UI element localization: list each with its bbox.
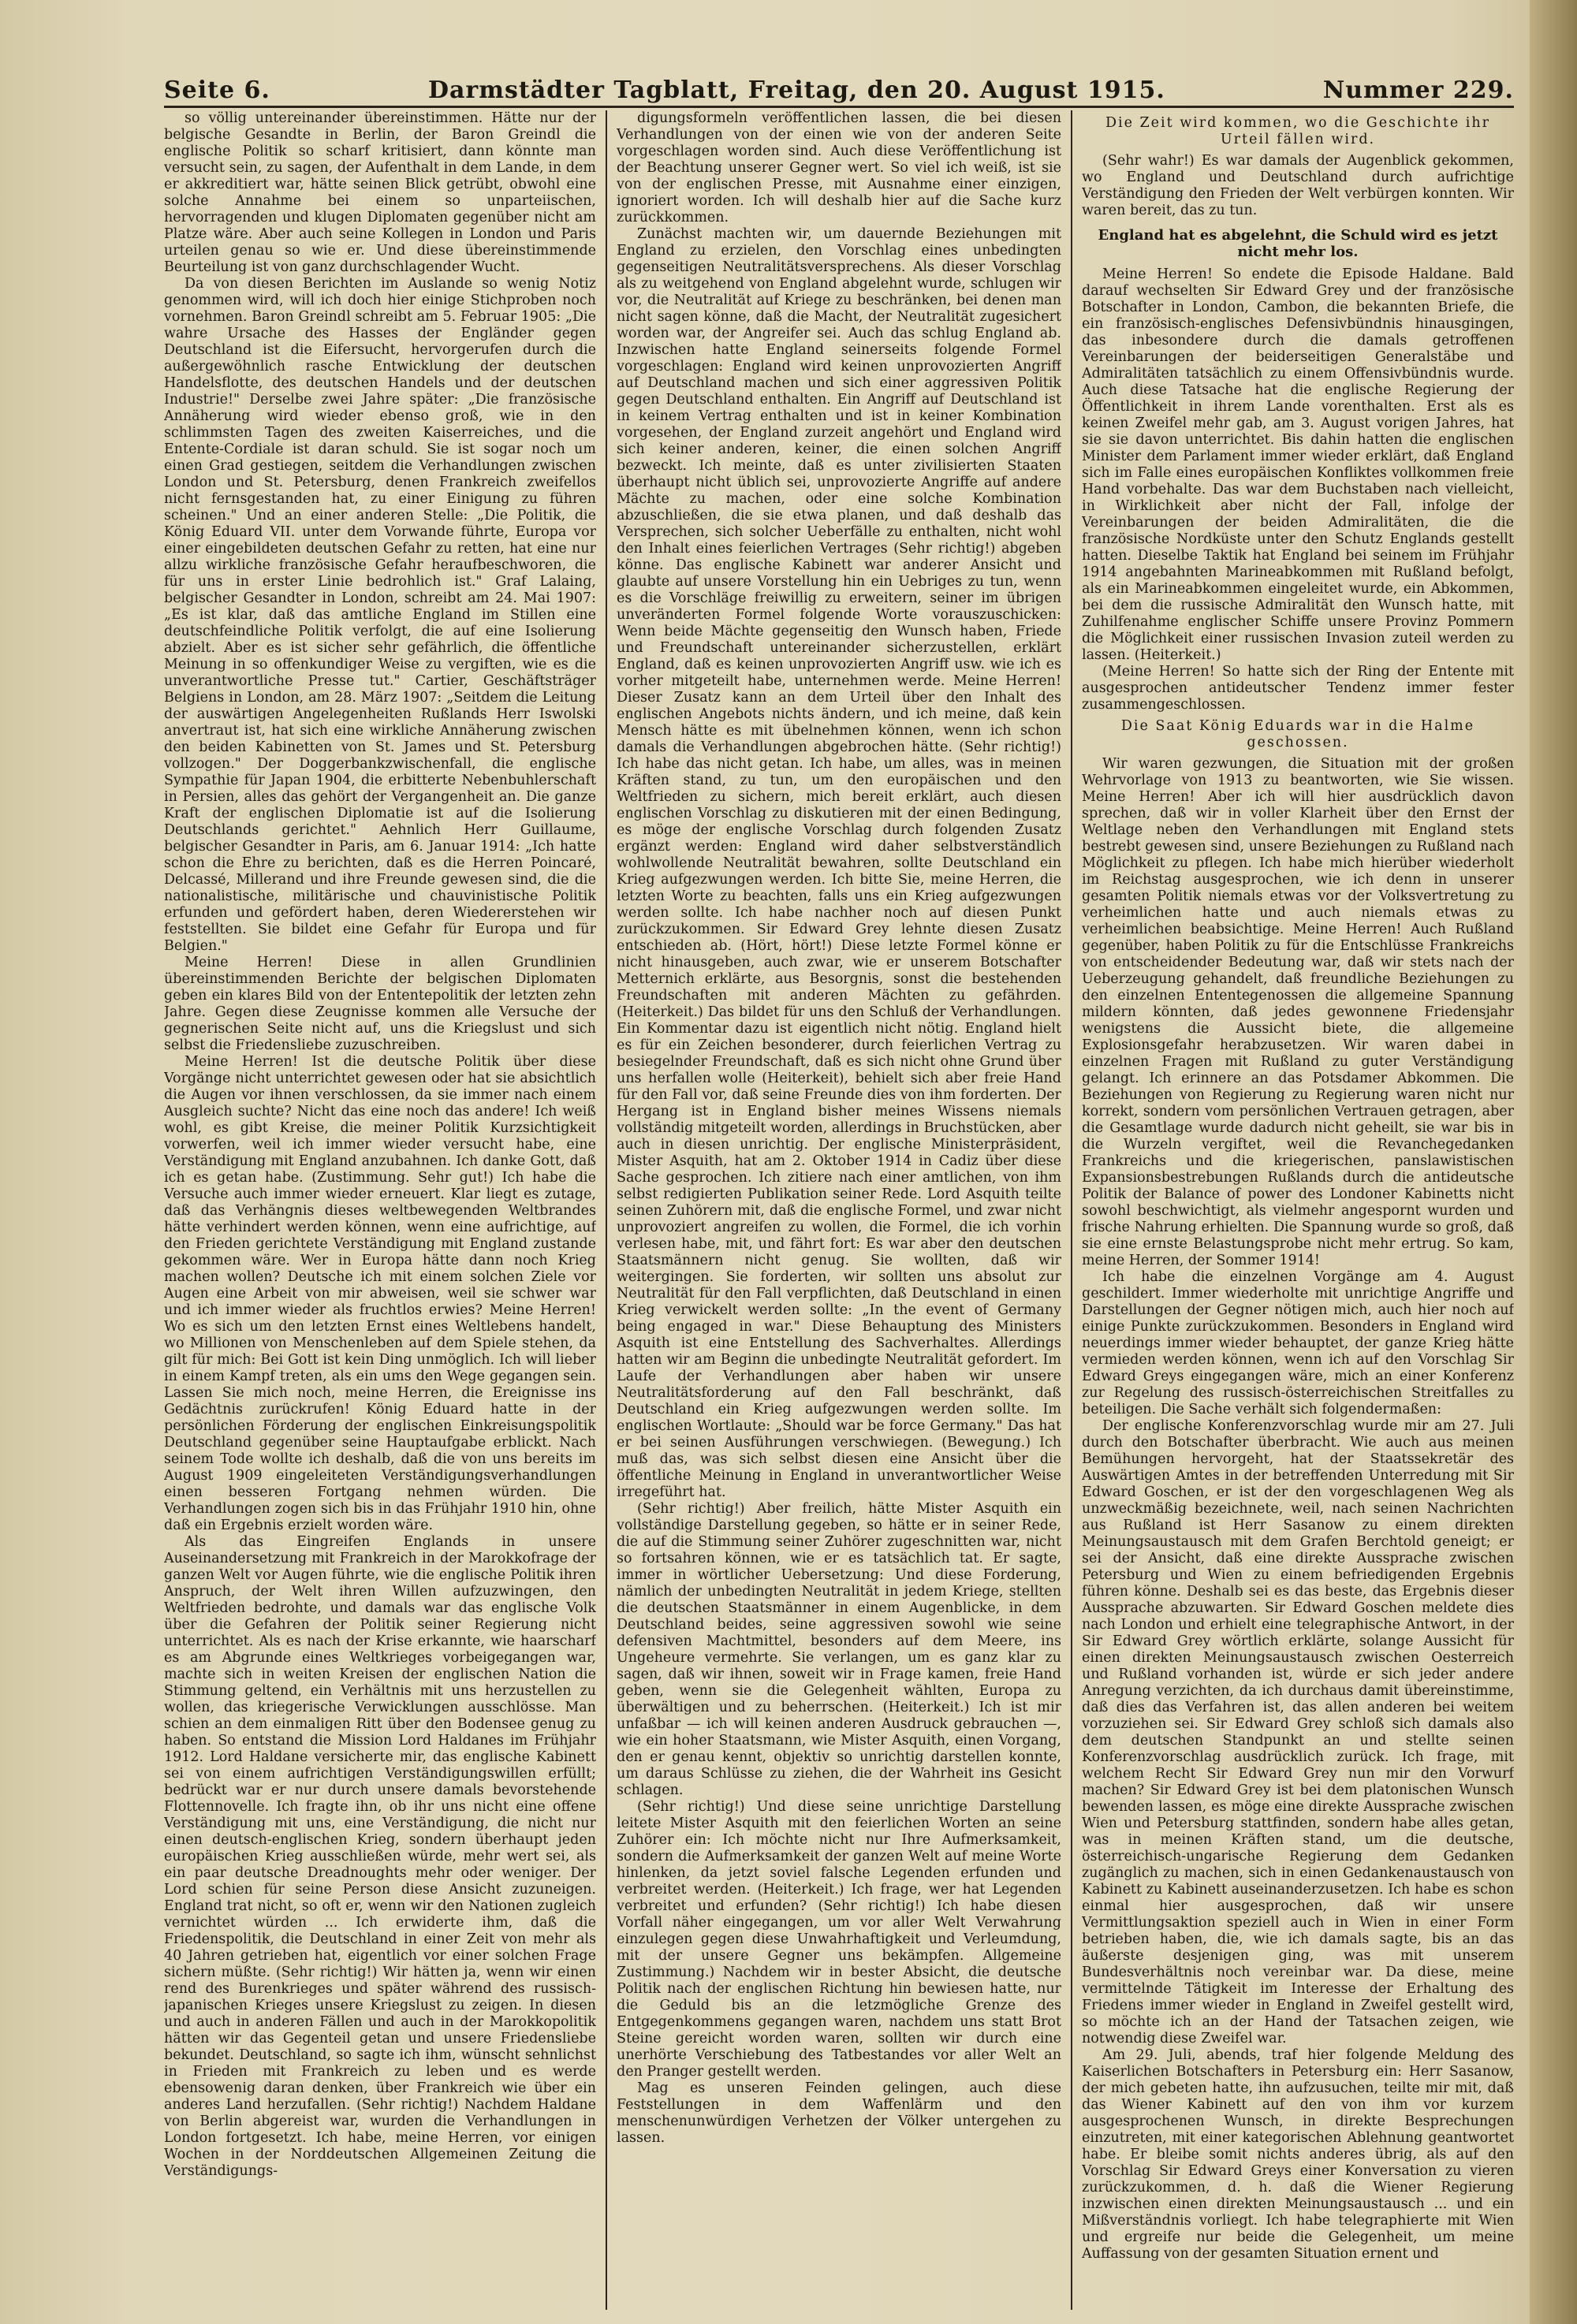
column-3-paragraph: Ich habe die einzelnen Vorgänge am 4. August geschildert. Immer wiederholte mit unrichtige Angriffe und Darstellungen der Gegner nötigen mich, auch hier noch auf einige Punkte zurückzukommen. Besonders in England wird neuerdings immer wieder behauptet, der ganze Krieg hätte vermieden werden können, wenn ich auf den Vorschlag Sir Edward Greys eingegangen wäre, mich an einer Konferenz zur Regelung des russisch-österreichischen Streitfalles zu beteiligen. Die Sache verhält sich folgendermaßen:	[1082, 1269, 1514, 1417]
column-1-paragraph: Als das Eingreifen Englands in unsere Auseinandersetzung mit Frankreich in der Marokkofrage der ganzen Welt vor Augen führte, wie die englische Politik ihren Anspruch, der Welt ihren Willen aufzuzwingen, den Weltfrieden bedrohte, und damals war das englische Volk über die Gefahren der Politik seiner Regierung nicht unterrichtet. Als es nach der Krise erkannte, wie haarscharf es am Abgrunde eines Weltkrieges vorbeigegangen war, machte sich in weiten Kreisen der englischen Nation die Stimmung geltend, ein Verhältnis mit uns herzustellen zu wollen, das kriegerische Verwicklungen ausschlösse. Man schien an dem einmaligen Ritt über den Bodensee genug zu haben. So entstand die Mission Lord Haldanes im Frühjahr 1912. Lord Haldane versicherte mir, das englische Kabinett sei von einem aufrichtigen Verständigungswillen erfüllt; bedrückt war er nur durch unsere damals bevorstehende Flottennovelle. Ich fragte ihn, ob ihr uns nicht eine offene Verständigung mit uns, eine Verständigung, die nicht nur einen deutsch-englischen Krieg, sondern überhaupt jeden europäischen Krieg ausschließen würde, mehr wert sei, als ein paar deutsche Dreadnoughts mehr oder weniger. Der Lord schien für seine Person diese Ansicht zuzuneigen. England trat nicht, so oft er, wenn wir den Nationen zugleich vernichtet würden ... Ich erwiderte ihm, daß die Friedenspolitik, die Deutschland in einer Zeit von mehr als 40 Jahren getrieben hat, eigentlich vor einer solchen Frage sichern müßte. (Sehr richtig!) Wir hätten ja, wenn wir einen rend des Burenkrieges und später während des russisch-japanischen Krieges unsere Kriegslust zu zeigen. In diesen und auch in anderen Fällen und auch in der Marokkopolitik hätten wir das Gegenteil getan und unsere Friedensliebe bekundet. Deutschland, so sagte ich ihm, wünscht sehnlichst in Frieden mit Frankreich zu leben und es werde ebensowenig daran denken, über Frankreich wie über ein anderes Land herzufallen. (Sehr richtig!) Nachdem Haldane von Berlin abgereist war, wurden die Verhandlungen in London fortgesetzt. Ich habe, meine Herren, vor einigen Wochen in der Norddeutschen Allgemeinen Zeitung die Verständigungs-	[164, 1534, 596, 2179]
column-1-paragraph: Meine Herren! Ist die deutsche Politik über diese Vorgänge nicht unterrichtet gewesen oder hat sie absichtlich die Augen vor ihnen verschlossen, da sie immer nach einem Ausgleich suchte? Nicht das eine noch das andere! Ich weiß wohl, es gibt Kreise, die meiner Politik Kurzsichtigkeit vorwerfen, weil ich immer wieder versucht habe, eine Verständigung mit England anzubahnen. Ich danke Gott, daß ich es getan habe. (Zustimmung. Sehr gut!) Ich habe die Versuche auch immer wieder erneuert. Klar liegt es zutage, daß das Verhängnis dieses weltbewegenden Weltbrandes hätte verhindert werden können, wenn eine aufrichtige, auf den Frieden gerichtete Verständigung mit England zustande gekommen wäre. Wer in Europa hätte dann noch Krieg machen wollen? Deutsche ich mit einem solchen Ziele vor Augen eine Arbeit von mir abweisen, weil sie schwer war und ich immer wieder als fruchtlos erwies? Meine Herren! Wo es sich um den letzten Ernst eines Weltlebens handelt, wo Millionen von Menschenleben auf dem Spiele stehen, da gilt für mich: Bei Gott ist kein Ding unmöglich. Ich will lieber in einem Kampf treten, als ein ums den Wege gegangen sein. Lassen Sie mich noch, meine Herren, die Ereignisse ins Gedächtnis zurückrufen! König Eduard hatte in der persönlichen Förderung der englischen Einkreisungspolitik Deutschland gegenüber seine Hauptaufgabe erblickt. Nach seinem Tode wollte ich deshalb, daß die von uns bereits im August 1909 eingeleiteten Verständigungsverhandlungen einen besseren Fortgang nehmen würden. Die Verhandlungen zogen sich bis in das Frühjahr 1910 hin, ohne daß ein Ergebnis erzielt worden wäre.	[164, 1054, 596, 1533]
column-3-paragraph: (Sehr wahr!) Es war damals der Augenblick gekommen, wo England und Deutschland durch aufrichtige Verständigung den Frieden der Welt verbürgen konnten. Wir waren bereit, das zu tun.	[1082, 153, 1514, 218]
header-rule	[164, 106, 1514, 108]
column-2	[617, 110, 1061, 2310]
column-1-paragraph: so völlig untereinander übereinstimmen. Hätte nur der belgische Gesandte in Berlin, der Baron Greindl die englische Politik so scharf kritisiert, dann könnte man versucht sein, zu sagen, der Aufenthalt in dem Lande, in dem er akkreditiert war, hätte seinen Blick getrübt, obwohl eine solche Annahme bei einem so unparteiischen, hervorragenden und klugen Diplomaten gegenüber nicht am Platze wäre. Aber auch seine Kollegen in London und Paris urteilen genau so wie er. Und diese übereinstimmende Beurteilung ist von ganz durchschlagender Wucht.	[164, 110, 596, 275]
column-divider-1	[606, 110, 607, 2310]
column-1-paragraph: Meine Herren! Diese in allen Grundlinien übereinstimmenden Berichte der belgischen Diplomaten geben ein klares Bild von der Ententepolitik der letzten zehn Jahre. Gegen diese Zeugnisse kommen alle Versuche der gegnerischen Seite nicht auf, uns die Kriegslust und sich selbst die Friedensliebe zuzuschreiben.	[164, 955, 596, 1053]
column-3-paragraph: Der englische Konferenzvorschlag wurde mir am 27. Juli durch den Botschafter überbracht. Wie auch aus meinen Bemühungen hervorgeht, hat der Staatssekretär des Auswärtigen Amtes in der betreffenden Unterredung mit Sir Edward Goschen, er ist der den vorgeschlagenen Weg als unzweckmäßig bezeichnete, weil, nach seinen Nachrichten aus Rußland ist Herr Sasanow zu einem direkten Meinungsaustausch mit dem Grafen Berchtold geneigt; er sei der Ansicht, daß eine direkte Aussprache zwischen Petersburg und Wien zu einem befriedigenden Ergebnis führen könne. Deshalb sei es das beste, das Ergebnis dieser Aussprache abzuwarten. Sir Edward Goschen meldete dies nach London und erhielt eine telegraphische Antwort, in der Sir Edward Grey wörtlich erklärte, solange Aussicht für einen direkten Meinungsaustausch zwischen Oesterreich und Rußland vorhanden ist, würde er sich jeder andere Anregung verzichten, da ich durchaus damit übereinstimme, daß dies das Verfahren ist, das allen anderen bei weitem vorzuziehen sei. Sir Edward Grey schloß sich damals also dem deutschen Standpunkt an und stellte seinen Konferenzvorschlag ausdrücklich zurück. Ich frage, mit welchem Recht Sir Edward Grey nun mir den Vorwurf machen? Sir Edward Grey ist bei dem platonischen Wunsch bewenden lassen, es möge eine direkte Aussprache zwischen Wien und Petersburg stattfinden, sondern habe alles getan, was in meinen Kräften stand, um die deutsche, österreichisch-ungarische Regierung dem Gedanken zugänglich zu machen, sich in einen Gedankenaustausch von Kabinett zu Kabinett auseinanderzusetzen. Ich habe es schon einmal hier ausgesprochen, daß wir unsere Vermittlungsaktion speziell auch in Wien in einer Form betrieben haben, die, wie ich damals sagte, bis an das äußerste desjenigen ging, was mit unserem Bundesverhältnis noch vereinbar war. Da diese, meine vermittelnde Tätigkeit im Interesse der Erhaltung des Friedens immer wieder in England in Zweifel gestellt wird, so möchte ich an der Hand der Tatsachen zeigen, wie notwendig diese Zweifel war.	[1082, 1418, 1514, 2047]
column-2-paragraph: digungsformeln veröffentlichen lassen, die bei diesen Verhandlungen von der einen wie von der anderen Seite vorgeschlagen worden sind. Auch diese Veröffentlichung ist der Beachtung unserer Gegner wert. So viel ich weiß, ist sie von der englischen Presse, mit Ausnahme einer einzigen, ignoriert worden. Ich will deshalb hier auf die Sache kurz zurückkommen.	[617, 110, 1061, 225]
column-3-pull-quote: Die Saat König Eduards war in die Halme geschossen.	[1120, 718, 1475, 750]
column-1-paragraph: Da von diesen Berichten im Auslande so wenig Notiz genommen wird, will ich doch hier einige Stichproben noch vornehmen. Baron Greindl schreibt am 5. Februar 1905: „Die wahre Ursache des Hasses der Engländer gegen Deutschland ist die Eifersucht, hervorgerufen durch die außergewöhnlich rasche Entwicklung der deutschen Handelsflotte, des deutschen Handels und der deutschen Industrie!" Derselbe zwei Jahre später: „Die französische Annäherung wird wieder ebenso groß, wie in den schlimmsten Tagen des zweiten Kaiserreiches, und die Entente-Cordiale ist daran schuld. Sie ist sogar noch um einen Grad gestiegen, seitdem die Verhandlungen zwischen London und St. Petersburg, denen Frankreich zweifellos nicht fernsgestanden hat, zu einer Einigung zu führen scheinen." Und an einer anderen Stelle: „Die Politik, die König Eduard VII. unter dem Vorwande führte, Europa vor einer eingebildeten deutschen Gefahr zu retten, hat eine nur allzu wirkliche französische Gefahr heraufbeschworen, die für uns in erster Linie bedrohlich ist." Graf Lalaing, belgischer Gesandter in London, schreibt am 24. Mai 1907: „Es ist klar, daß das amtliche England im Stillen eine deutschfeindliche Politik verfolgt, die auf eine Isolierung abzielt. Aber es ist sicher sehr gefährlich, die öffentliche Meinung in so offenkundiger Weise zu vergiften, wie es die unverantwortliche Presse tut." Cartier, Geschäftsträger Belgiens in London, am 28. März 1907: „Seitdem die Leitung der auswärtigen Angelegenheiten Rußlands Herr Iswolski anvertraut ist, hat sich eine wirkliche Annäherung zwischen den beiden Kabinetten von St. James und St. Petersburg vollzogen." Der Doggerbankzwischenfall, die englische Sympathie für Japan 1904, die erbitterte Nebenbuhlerschaft in Persien, alles das gehört der Vergangenheit an. Die ganze Kraft der englischen Diplomatie ist auf die Isolierung Deutschlands gerichtet." Aehnlich Herr Guillaume, belgischer Gesandter in Paris, am 6. Januar 1914: „Ich hatte schon die Ehre zu berichten, daß es die Herren Poincaré, Delcassé, Millerand und ihre Freunde gewesen sind, die die nationalistische, militärische und chauvinistische Politik erfunden und gefördert haben, deren Wiedererstehen wir feststellten. Sie bildet eine Gefahr für Europa und für Belgien."	[164, 276, 596, 954]
binding-gutter	[1530, 0, 1577, 2324]
newspaper-dateline: Darmstädter Tagblatt, Freitag, den 20. August 1915.	[427, 76, 1165, 104]
column-2-paragraph: Mag es unseren Feinden gelingen, auch diese Feststellungen in dem Waffenlärm und den menschenunwürdigen Verhetzen der Völker untergehen zu lassen.	[617, 2080, 1061, 2146]
column-3-subheading: England hat es abgelehnt, die Schuld wird es jetzt nicht mehr los.	[1098, 227, 1498, 260]
page-header	[164, 60, 1514, 104]
issue-number: Nummer 229.	[1322, 76, 1514, 104]
column-3-paragraph: (Meine Herren! So hatte sich der Ring der Entente mit ausgesprochen antideutscher Tendenz immer fester zusammengeschlossen.	[1082, 664, 1514, 713]
page-number: Seite 6.	[164, 76, 270, 104]
column-3-paragraph: Wir waren gezwungen, die Situation mit der großen Wehrvorlage von 1913 zu beantworten, wie Sie wissen. Meine Herren! Aber ich will hier ausdrücklich davon sprechen, daß wir in voller Klarheit über den Ernst der Weltlage neben den Verhandlungen mit England stets bestrebt gewesen sind, unsere Beziehungen zu Rußland nach Möglichkeit zu pflegen. Ich habe mich hierüber wiederholt im Reichstag ausgesprochen, wie ich denn in unserer gesamten Politik niemals etwas vor der Volksvertretung zu verheimlichen hatte und auch niemals etwas zu verheimlichen beabsichtige. Meine Herren! Auch Rußland gegenüber, haben Politik zu für die Entschlüsse Frankreichs von entscheidender Bedeutung war, daß wir stets nach der Ueberzeugung gehandelt, daß freundliche Beziehungen zu den einzelnen Ententegenossen die allgemeine Spannung mildern könnten, daß jedes gewonnene Friedensjahr wenigstens die Aussicht biete, die allgemeine Explosionsgefahr herabzusetzen. Wir waren dabei in einzelnen Fragen mit Rußland zu guter Verständigung gelangt. Ich erinnere an das Potsdamer Abkommen. Die Beziehungen von Regierung zu Regierung waren nicht nur korrekt, sondern vom persönlichen Vertrauen getragen, aber die Gesamtlage wurde dadurch nicht geheilt, sie war bis in die Wurzeln vergiftet, weil die Revanchegedanken Frankreichs und die kriegerischen, panslawistischen Expansionsbestrebungen Rußlands durch die antideutsche Politik der Balance of power des Londoner Kabinetts nicht sowohl beschwichtigt, als vielmehr angespornt wurden und frische Nahrung erhielten. Die Spannung wurde so groß, daß sie eine ernste Belastungsprobe nicht mehr ertrug. So kam, meine Herren, der Sommer 1914!	[1082, 756, 1514, 1268]
column-3-paragraph: Meine Herren! So endete die Episode Haldane. Bald darauf wechselten Sir Edward Grey und der französische Botschafter in London, Cambon, die bekannten Briefe, die ein französisch-englisches Defensivbündnis hinausgingen, das inbesondere durch die damals getroffenen Vereinbarungen der beiderseitigen Generalstäbe und Admiralitäten tatsächlich zu einem Offensivbündnis wurde. Auch diese Tatsache hat die englische Regierung der Öffentlichkeit in ihrem Lande vorenthalten. Erst als es keinen Zweifel mehr gab, am 3. August vorigen Jahres, hat sie sie davon unterrichtet. Bis dahin hatten die englischen Minister dem Parlament immer wieder erklärt, daß England sich im Falle eines europäischen Konfliktes vollkommen freie Hand vorbehalte. Das war dem Buchstaben nach vielleicht, in Wirklichkeit aber nicht der Fall, infolge der Vereinbarungen der beiden Admiralitäten, die die französische Nordküste unter den Schutz Englands gestellt hatten. Dieselbe Taktik hat England bei seinem im Frühjahr 1914 angebahnten Marineabkommen mit Rußland befolgt, als ein Marineabkommen eingeleitet wurde, ein Abkommen, bei dem die russische Admiralität den Wunsch hatte, mit Zuhilfenahme englischer Schiffe unsere Provinz Pommern die Möglichkeit einer russischen Invasion zuteil werden zu lassen. (Heiterkeit.)	[1082, 266, 1514, 663]
column-2-paragraph: (Sehr richtig!) Aber freilich, hätte Mister Asquith ein vollständige Darstellung gegeben, so hätte er in seiner Rede, die auf die Stimmung seiner Zuhörer zugeschnitten war, nicht so fortsahren können, wie er es tatsächlich tat. Er sagte, immer in wörtlicher Uebersetzung: Und diese Forderung, nämlich der unbedingten Neutralität in jedem Kriege, stellten die deutschen Staatsmänner in einem Augenblicke, in dem Deutschland beides, seine aggressiven sowohl wie seine defensiven Machtmittel, besonders auf dem Meere, ins Ungeheure vermehrte. Sie verlangen, um es ganz klar zu sagen, daß wir ihnen, soweit wir in Frage kamen, freie Hand geben, wenn sie die Gelegenheit wählten, Europa zu überwältigen und zu beherrschen. (Heiterkeit.) Ich ist mir unfaßbar — ich will keinen anderen Ausdruck gebrauchen —, wie ein hoher Staatsmann, wie Mister Asquith, einen Vorgang, den er genau kennt, objektiv so unrichtig darstellen konnte, um daraus Schlüsse zu ziehen, die der Wahrheit ins Gesicht schlagen.	[617, 1501, 1061, 1798]
column-1	[164, 110, 596, 2310]
column-3	[1082, 110, 1514, 2310]
column-divider-2	[1071, 110, 1072, 2310]
column-2-paragraph: (Sehr richtig!) Und diese seine unrichtige Darstellung leitete Mister Asquith mit den feierlichen Worten an seine Zuhörer ein: Ich möchte nicht nur Ihre Aufmerksamkeit, sondern die Aufmerksamkeit der ganzen Welt auf meine Worte hinlenken, da jetzt soviel falsche Legenden erfunden und verbreitet werden. (Heiterkeit.) Ich frage, wer hat Legenden verbreitet und erfunden? (Sehr richtig!) Ich habe diesen Vorfall näher eingegangen, um vor aller Welt Verwahrung einzulegen gegen diese Unwahrhaftigkeit und Verleumdung, mit der unsere Gegner uns bekämpfen. Allgemeine Zustimmung.) Nachdem wir in bester Absicht, die deutsche Politik nach der englischen Richtung hin bewiesen hatte, nur die Geduld bis an die letzmögliche Grenze des Entgegenkommens gegangen waren, nachdem uns statt Brot Steine gereicht worden waren, sollten wir durch eine unerhörte Verschiebung des Tatbestandes vor aller Welt an den Pranger gestellt werden.	[617, 1799, 1061, 2080]
column-3-pull-quote: Die Zeit wird kommen, wo die Geschichte ihr Urteil fällen wird.	[1105, 115, 1491, 147]
column-2-paragraph: Zunächst machten wir, um dauernde Beziehungen mit England zu erzielen, den Vorschlag eines unbedingten gegenseitigen Neutralitätsversprechens. Als dieser Vorschlag als zu weitgehend von England abgelehnt wurde, schlugen wir vor, die Neutralität auf Kriege zu beschränken, bei denen man nicht sagen könne, daß die Macht, der Neutralität zugesichert worden war, der Angreifer sei. Auch das schlug England ab. Inzwischen hatte England seinerseits folgende Formel vorgeschlagen: England wird keinen unprovozierten Angriff auf Deutschland machen und sich einer aggressiven Politik gegen Deutschland enthalten. Ein Angriff auf Deutschland ist in keinem Vertrag enthalten und ist in keiner Kombination vorgesehen, der England zurzeit angehört und England wird sich keiner anderen, keiner, die einen solchen Angriff bezweckt. Ich meinte, daß es unter zivilisierten Staaten überhaupt nicht üblich sei, unprovozierte Angriffe auf andere Mächte zu machen, oder eine solche Kombination abzuschließen, die sie etwa planen, und daß deshalb das Versprechen, sich solcher Ueberfälle zu enthalten, nicht wohl den Inhalt eines feierlichen Vertrages (Sehr richtig!) abgeben könne. Das englische Kabinett war anderer Ansicht und glaubte auf unsere Vorstellung hin ein Uebriges zu tun, wenn es die Vorschläge freiwillig zu erweitern, seiner im übrigen unveränderten Formel folgende Worte vorauszuschicken: Wenn beide Mächte gegenseitig den Wunsch haben, Friede und Freundschaft untereinander sicherzustellen, erklärt England, daß es keinen unprovozierten Angriff usw. wie ich es vorher mitgeteilt habe, unternehmen werde. Meine Herren! Dieser Zusatz kann an dem Urteil über den Inhalt des englischen Angebots nichts ändern, und ich meine, daß kein Mensch hätte es mit übelnehmen können, wenn ich schon damals die Verhandlungen abgebrochen hätte. (Sehr richtig!) Ich habe das nicht getan. Ich habe, um alles, was in meinen Kräften stand, zu tun, um den europäischen und den Weltfrieden zu sichern, mich bereit erklärt, auch diesen englischen Vorschlag zu diskutieren mit der einen Bedingung, es möge der englische Vorschlag durch folgenden Zusatz ergänzt werden: England wird daher selbstverständlich wohlwollende Neutralität bewahren, sollte Deutschland ein Krieg aufgezwungen werden. Ich bitte Sie, meine Herren, die letzten Worte zu beachten, falls uns ein Krieg aufgezwungen werden sollte. Ich habe nachher noch auf diesen Punkt zurückzukommen. Sir Edward Grey lehnte diesen Zusatz entschieden ab. (Hört, hört!) Diese letzte Formel könne er nicht hinausgeben, auch zwar, wie er unserem Botschafter Metternich erklärte, aus Besorgnis, sonst die bestehenden Freundschaften mit anderen Mächten zu gefährden. (Heiterkeit.) Das bildet für uns den Schluß der Verhandlungen. Ein Kommentar dazu ist eigentlich nicht nötig. England hielt es für ein Zeichen besonderer, durch feierlichen Vertrag zu besiegelnder Freundschaft, daß es sich nicht ohne Grund über uns herfallen wolle (Heiterkeit), behielt sich aber freie Hand für den Fall vor, daß seine Freunde dies von ihm forderten. Der Hergang ist in England bisher meines Wissens niemals vollständig mitgeteilt worden, allerdings in Bruchstücken, aber auch in diesen unrichtig. Der englische Ministerpräsident, Mister Asquith, hat am 2. Oktober 1914 in Cadiz über diese Sache gesprochen. Ich zitiere nach einer amtlichen, von ihm selbst redigierten Publikation seiner Rede. Lord Asquith teilte seinen Zuhörern mit, daß die englische Formel, und zwar nicht unprovoziert angreifen zu wollen, die Formel, die ich vorhin verlesen habe, mit, und fährt fort: Es war aber den deutschen Staatsmännern nicht genug. Sie wollten, daß wir weitergingen. Sie forderten, wir sollten uns absolut zur Neutralität für den Fall verpflichten, daß Deutschland in einen Krieg verwickelt werden sollte: „In the event of Germany being engaged in war." Diese Behauptung des Ministers Asquith ist eine Entstellung des Sachverhaltes. Allerdings hatten wir am Beginn die unbedingte Neutralität gefordert. Im Laufe der Verhandlungen aber haben wir unsere Neutralitätsforderung auf den Fall beschränkt, daß Deutschland ein Krieg aufgezwungen werden sollte. Im englischen Wortlaute: „Should war be force Germany." Das hat er bei seinen Ausführungen verschwiegen. (Bewegung.) Ich muß das, was sich selbst diesen eine Ansicht über die öffentliche Meinung in England in unverantwortlicher Weise irregeführt hat.	[617, 226, 1061, 1500]
column-3-paragraph: Am 29. Juli, abends, traf hier folgende Meldung des Kaiserlichen Botschafters in Petersburg ein: Herr Sasanow, der mich gebeten hatte, ihn aufzusuchen, teilte mir mit, daß das Wiener Kabinett auf den von ihm vor kurzem ausgesprochenen Wunsch, in direkte Besprechungen einzutreten, mit einer kategorischen Ablehnung geantwortet habe. Er bleibe somit nichts anderes übrig, als auf den Vorschlag Sir Edward Greys einer Konversation zu vieren zurückzukommen, d. h. daß die Wiener Regierung inzwischen einen direkten Meinungsaustausch ... und ein Mißverständnis vorliegt. Ich habe telegraphierte mit Wien und ergreife nur beide die Gelegenheit, um meine Auffassung von der gesamten Situation ernent und	[1082, 2047, 1514, 2262]
